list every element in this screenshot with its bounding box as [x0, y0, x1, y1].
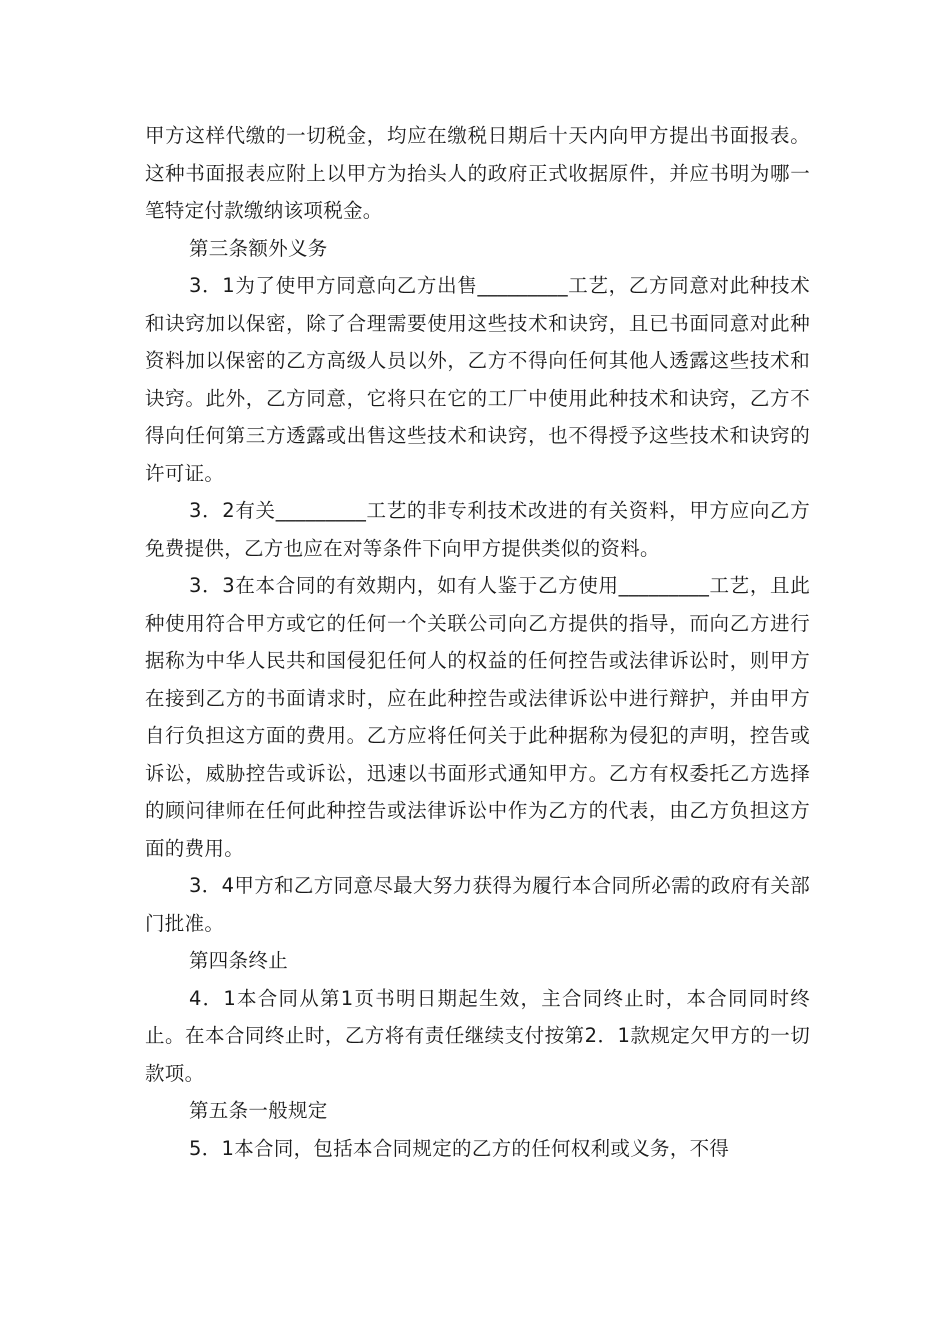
heading-article-4: 第四条终止 [189, 949, 289, 972]
clause-5-1: 5．1本合同，包括本合同规定的乙方的任何权利或义务，不得 [189, 1136, 730, 1160]
clause-4-1: 4．1本合同从第1页书明日期起生效，主合同终止时，本合同同时终止。在本合同终止时，乙方将有责任继续支付按第2．1款规定欠甲方的一切款项。 [145, 986, 810, 1085]
heading-article-5: 第五条一般规定 [189, 1099, 328, 1122]
clause-3-1: 3．1为了使甲方同意向乙方出售_________工艺，乙方同意对此种技术和诀窍加以保密，除了合理需要使用这些技术和诀窍，且已书面同意对此种资料加以保密的乙方高级人员以外，乙方不得向任何其他人透露这些技术和诀窍。此外，乙方同意，它将只在它的工厂中使用此种技术和诀窍，乙方不得向任何第三方透露或出售这些技术和诀窍，也不得授予这些技术和诀窍的许可证。 [145, 274, 810, 485]
paragraph-tax-report: 甲方这样代缴的一切税金，均应在缴税日期后十天内向甲方提出书面报表。这种书面报表应附上以甲方为抬头人的政府正式收据原件，并应书明为哪一笔特定付款缴纳该项税金。 [145, 124, 810, 222]
clause-3-2: 3．2有关_________工艺的非专利技术改进的有关资料，甲方应向乙方免费提供，乙方也应在对等条件下向甲方提供类似的资料。 [145, 499, 810, 560]
heading-article-3: 第三条额外义务 [189, 236, 328, 260]
document-body [145, 117, 810, 1167]
clause-3-3: 3．3在本合同的有效期内，如有人鉴于乙方使用_________工艺，且此种使用符合甲方或它的任何一个关联公司向乙方提供的指导，而向乙方进行据称为中华人民共和国侵犯任何人的权益的任何控告或法律诉讼时，则甲方在接到乙方的书面请求时，应在此种控告或法律诉讼中进行辩护，并由甲方自行负担这方面的费用。乙方应将任何关于此种据称为侵犯的声明，控告或诉讼，威胁控告或诉讼，迅速以书面形式通知甲方。乙方有权委托乙方选择的顾问律师在任何此种控告或法律诉讼中作为乙方的代表，由乙方负担这方面的费用。 [145, 574, 810, 860]
clause-3-4: 3．4甲方和乙方同意尽最大努力获得为履行本合同所必需的政府有关部门批准。 [145, 874, 810, 935]
